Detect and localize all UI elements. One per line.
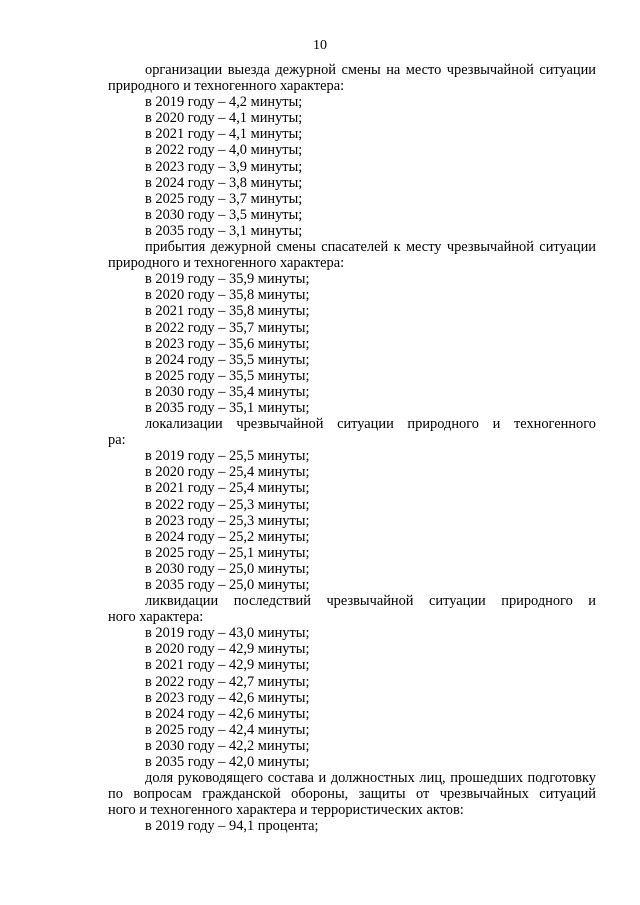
section-heading-line: прибытия дежурной смены спасателей к месту чрезвычайной ситуации xyxy=(145,239,596,256)
year-value-item: в 2023 году – 42,6 минуты; xyxy=(145,689,310,706)
section-heading-line: ра: xyxy=(108,432,126,449)
year-value-item: в 2019 году – 25,5 минуты; xyxy=(145,448,310,465)
year-value-item: в 2025 году – 25,1 минуты; xyxy=(145,544,310,561)
year-value-item: в 2030 году – 3,5 минуты; xyxy=(145,206,303,223)
section-heading-line: доля руководящего состава и должностных лиц, прошедших подготовку xyxy=(145,770,596,787)
year-value-item: в 2025 году – 35,5 минуты; xyxy=(145,367,310,384)
year-value-item: в 2035 году – 3,1 минуты; xyxy=(145,222,303,239)
year-value-item: в 2020 году – 25,4 минуты; xyxy=(145,464,310,481)
year-value-item: в 2030 году – 35,4 минуты; xyxy=(145,383,310,400)
section-heading-line: по вопросам гражданской обороны, защиты от чрезвычайных ситуаций xyxy=(108,786,596,803)
year-value-item: в 2019 году – 43,0 минуты; xyxy=(145,625,310,642)
year-value-item: в 2022 году – 35,7 минуты; xyxy=(145,319,310,336)
year-value-item: в 2020 году – 35,8 минуты; xyxy=(145,287,310,304)
year-value-item: в 2024 году – 25,2 минуты; xyxy=(145,528,310,545)
year-value-item: в 2030 году – 42,2 минуты; xyxy=(145,737,310,754)
section-heading-line: организации выезда дежурной смены на место чрезвычайной ситуации xyxy=(145,62,596,78)
year-value-item: в 2022 году – 25,3 минуты; xyxy=(145,496,310,513)
section-heading-line: локализации чрезвычайной ситуации природного и техногенного xyxy=(145,416,596,433)
indicator-section xyxy=(108,593,596,770)
section-heading-line: природного и техногенного характера: xyxy=(108,78,345,95)
year-value-item: в 2035 году – 42,0 минуты; xyxy=(145,754,310,771)
year-value-item: в 2025 году – 42,4 минуты; xyxy=(145,721,310,738)
year-value-item: в 2022 году – 42,7 минуты; xyxy=(145,673,310,690)
year-value-item: в 2030 году – 25,0 минуты; xyxy=(145,560,310,577)
year-value-item: в 2023 году – 25,3 минуты; xyxy=(145,512,310,529)
document-body xyxy=(108,62,596,835)
indicator-section xyxy=(108,239,596,416)
year-value-item: в 2019 году – 94,1 процента; xyxy=(145,818,319,835)
year-value-item: в 2024 году – 42,6 минуты; xyxy=(145,705,310,722)
section-heading-line: ного и техногенного характера и террористических актов: xyxy=(108,802,464,819)
year-value-item: в 2021 году – 25,4 минуты; xyxy=(145,480,310,497)
year-value-item: в 2019 году – 4,2 минуты; xyxy=(145,94,303,111)
year-value-item: в 2024 году – 35,5 минуты; xyxy=(145,351,310,368)
section-heading-line: природного и техногенного характера: xyxy=(108,255,345,272)
indicator-section xyxy=(108,770,596,834)
year-value-item: в 2024 году – 3,8 минуты; xyxy=(145,174,303,191)
year-value-item: в 2021 году – 42,9 минуты; xyxy=(145,657,310,674)
indicator-section xyxy=(108,62,596,239)
year-value-item: в 2020 году – 42,9 минуты; xyxy=(145,641,310,658)
year-value-item: в 2035 году – 25,0 минуты; xyxy=(145,577,310,593)
year-value-item: в 2025 году – 3,7 минуты; xyxy=(145,190,303,207)
year-value-item: в 2020 году – 4,1 минуты; xyxy=(145,110,303,127)
section-heading-line: ного характера: xyxy=(108,609,204,626)
year-value-item: в 2019 году – 35,9 минуты; xyxy=(145,271,310,288)
year-value-item: в 2021 году – 4,1 минуты; xyxy=(145,126,303,143)
year-value-item: в 2022 году – 4,0 минуты; xyxy=(145,142,303,159)
indicator-section xyxy=(108,416,596,593)
year-value-item: в 2021 году – 35,8 минуты; xyxy=(145,303,310,320)
year-value-item: в 2035 году – 35,1 минуты; xyxy=(145,399,310,416)
year-value-item: в 2023 году – 35,6 минуты; xyxy=(145,335,310,352)
year-value-item: в 2023 году – 3,9 минуты; xyxy=(145,158,303,175)
page-number: 10 xyxy=(313,38,327,53)
section-heading-line: ликвидации последствий чрезвычайной ситуации природного и xyxy=(145,593,596,610)
